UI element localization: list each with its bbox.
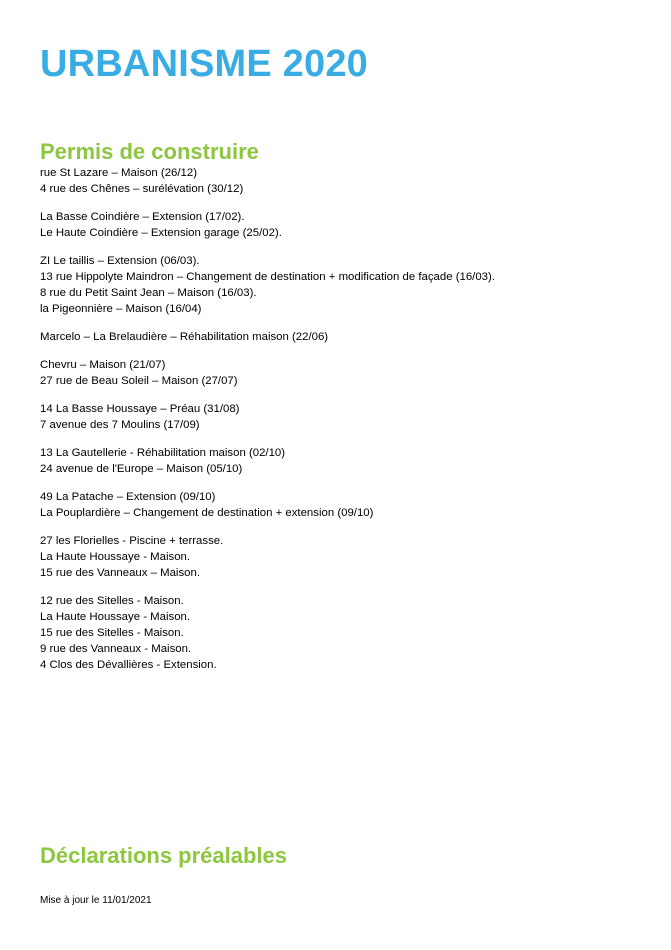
permis-group xyxy=(40,253,660,317)
permis-entry: 9 rue des Vanneaux - Maison. xyxy=(40,643,192,655)
permis-entry: Le Haute Coindière – Extension garage (25/02). xyxy=(40,227,282,239)
permis-entry: 4 Clos des Dévallières - Extension. xyxy=(40,659,217,671)
permis-entry: La Haute Houssaye - Maison. xyxy=(40,611,191,623)
permis-group xyxy=(40,445,660,477)
permis-entry: 13 La Gautellerie - Réhabilitation maison (02/10) xyxy=(40,447,286,459)
permis-entry: 14 La Basse Houssaye – Préau (31/08) xyxy=(40,403,240,415)
permis-heading: Permis de construire xyxy=(40,139,259,164)
permis-entry: 15 rue des Vanneaux – Maison. xyxy=(40,567,200,579)
permis-group xyxy=(40,329,660,345)
permis-list xyxy=(40,165,660,685)
permis-entry: 8 rue du Petit Saint Jean – Maison (16/03). xyxy=(40,287,257,299)
permis-entry: 27 les Florielles - Piscine + terrasse. xyxy=(40,535,224,547)
permis-entry: Chevru – Maison (21/07) xyxy=(40,359,166,371)
permis-group xyxy=(40,165,660,197)
permis-group xyxy=(40,533,660,581)
permis-entry: Marcelo – La Brelaudière – Réhabilitation maison (22/06) xyxy=(40,331,329,343)
declarations-heading: Déclarations préalables xyxy=(40,843,288,868)
permis-group xyxy=(40,209,660,241)
permis-entry: rue St Lazare – Maison (26/12) xyxy=(40,167,198,179)
permis-entry: 4 rue des Chênes – surélévation (30/12) xyxy=(40,183,244,195)
permis-group xyxy=(40,489,660,521)
permis-entry: 49 La Patache – Extension (09/10) xyxy=(40,491,216,503)
permis-entry: 13 rue Hippolyte Maindron – Changement de destination + modification de façade (16/03). xyxy=(40,271,495,283)
permis-entry: 12 rue des Sitelles - Maison. xyxy=(40,595,184,607)
permis-group xyxy=(40,593,660,673)
update-date: Mise à jour le 11/01/2021 xyxy=(40,895,152,906)
permis-entry: La Pouplardière – Changement de destination + extension (09/10) xyxy=(40,507,374,519)
permis-entry: 24 avenue de l'Europe – Maison (05/10) xyxy=(40,463,243,475)
permis-entry: ZI Le taillis – Extension (06/03). xyxy=(40,255,200,267)
permis-entry: La Basse Coindière – Extension (17/02). xyxy=(40,211,245,223)
page-title: URBANISME 2020 xyxy=(40,43,369,85)
permis-entry: La Haute Houssaye - Maison. xyxy=(40,551,191,563)
permis-entry: la Pigeonnière – Maison (16/04) xyxy=(40,303,202,315)
permis-group xyxy=(40,357,660,389)
permis-entry: 7 avenue des 7 Moulins (17/09) xyxy=(40,419,200,431)
permis-entry: 15 rue des Sitelles - Maison. xyxy=(40,627,184,639)
permis-group xyxy=(40,401,660,433)
permis-entry: 27 rue de Beau Soleil – Maison (27/07) xyxy=(40,375,238,387)
